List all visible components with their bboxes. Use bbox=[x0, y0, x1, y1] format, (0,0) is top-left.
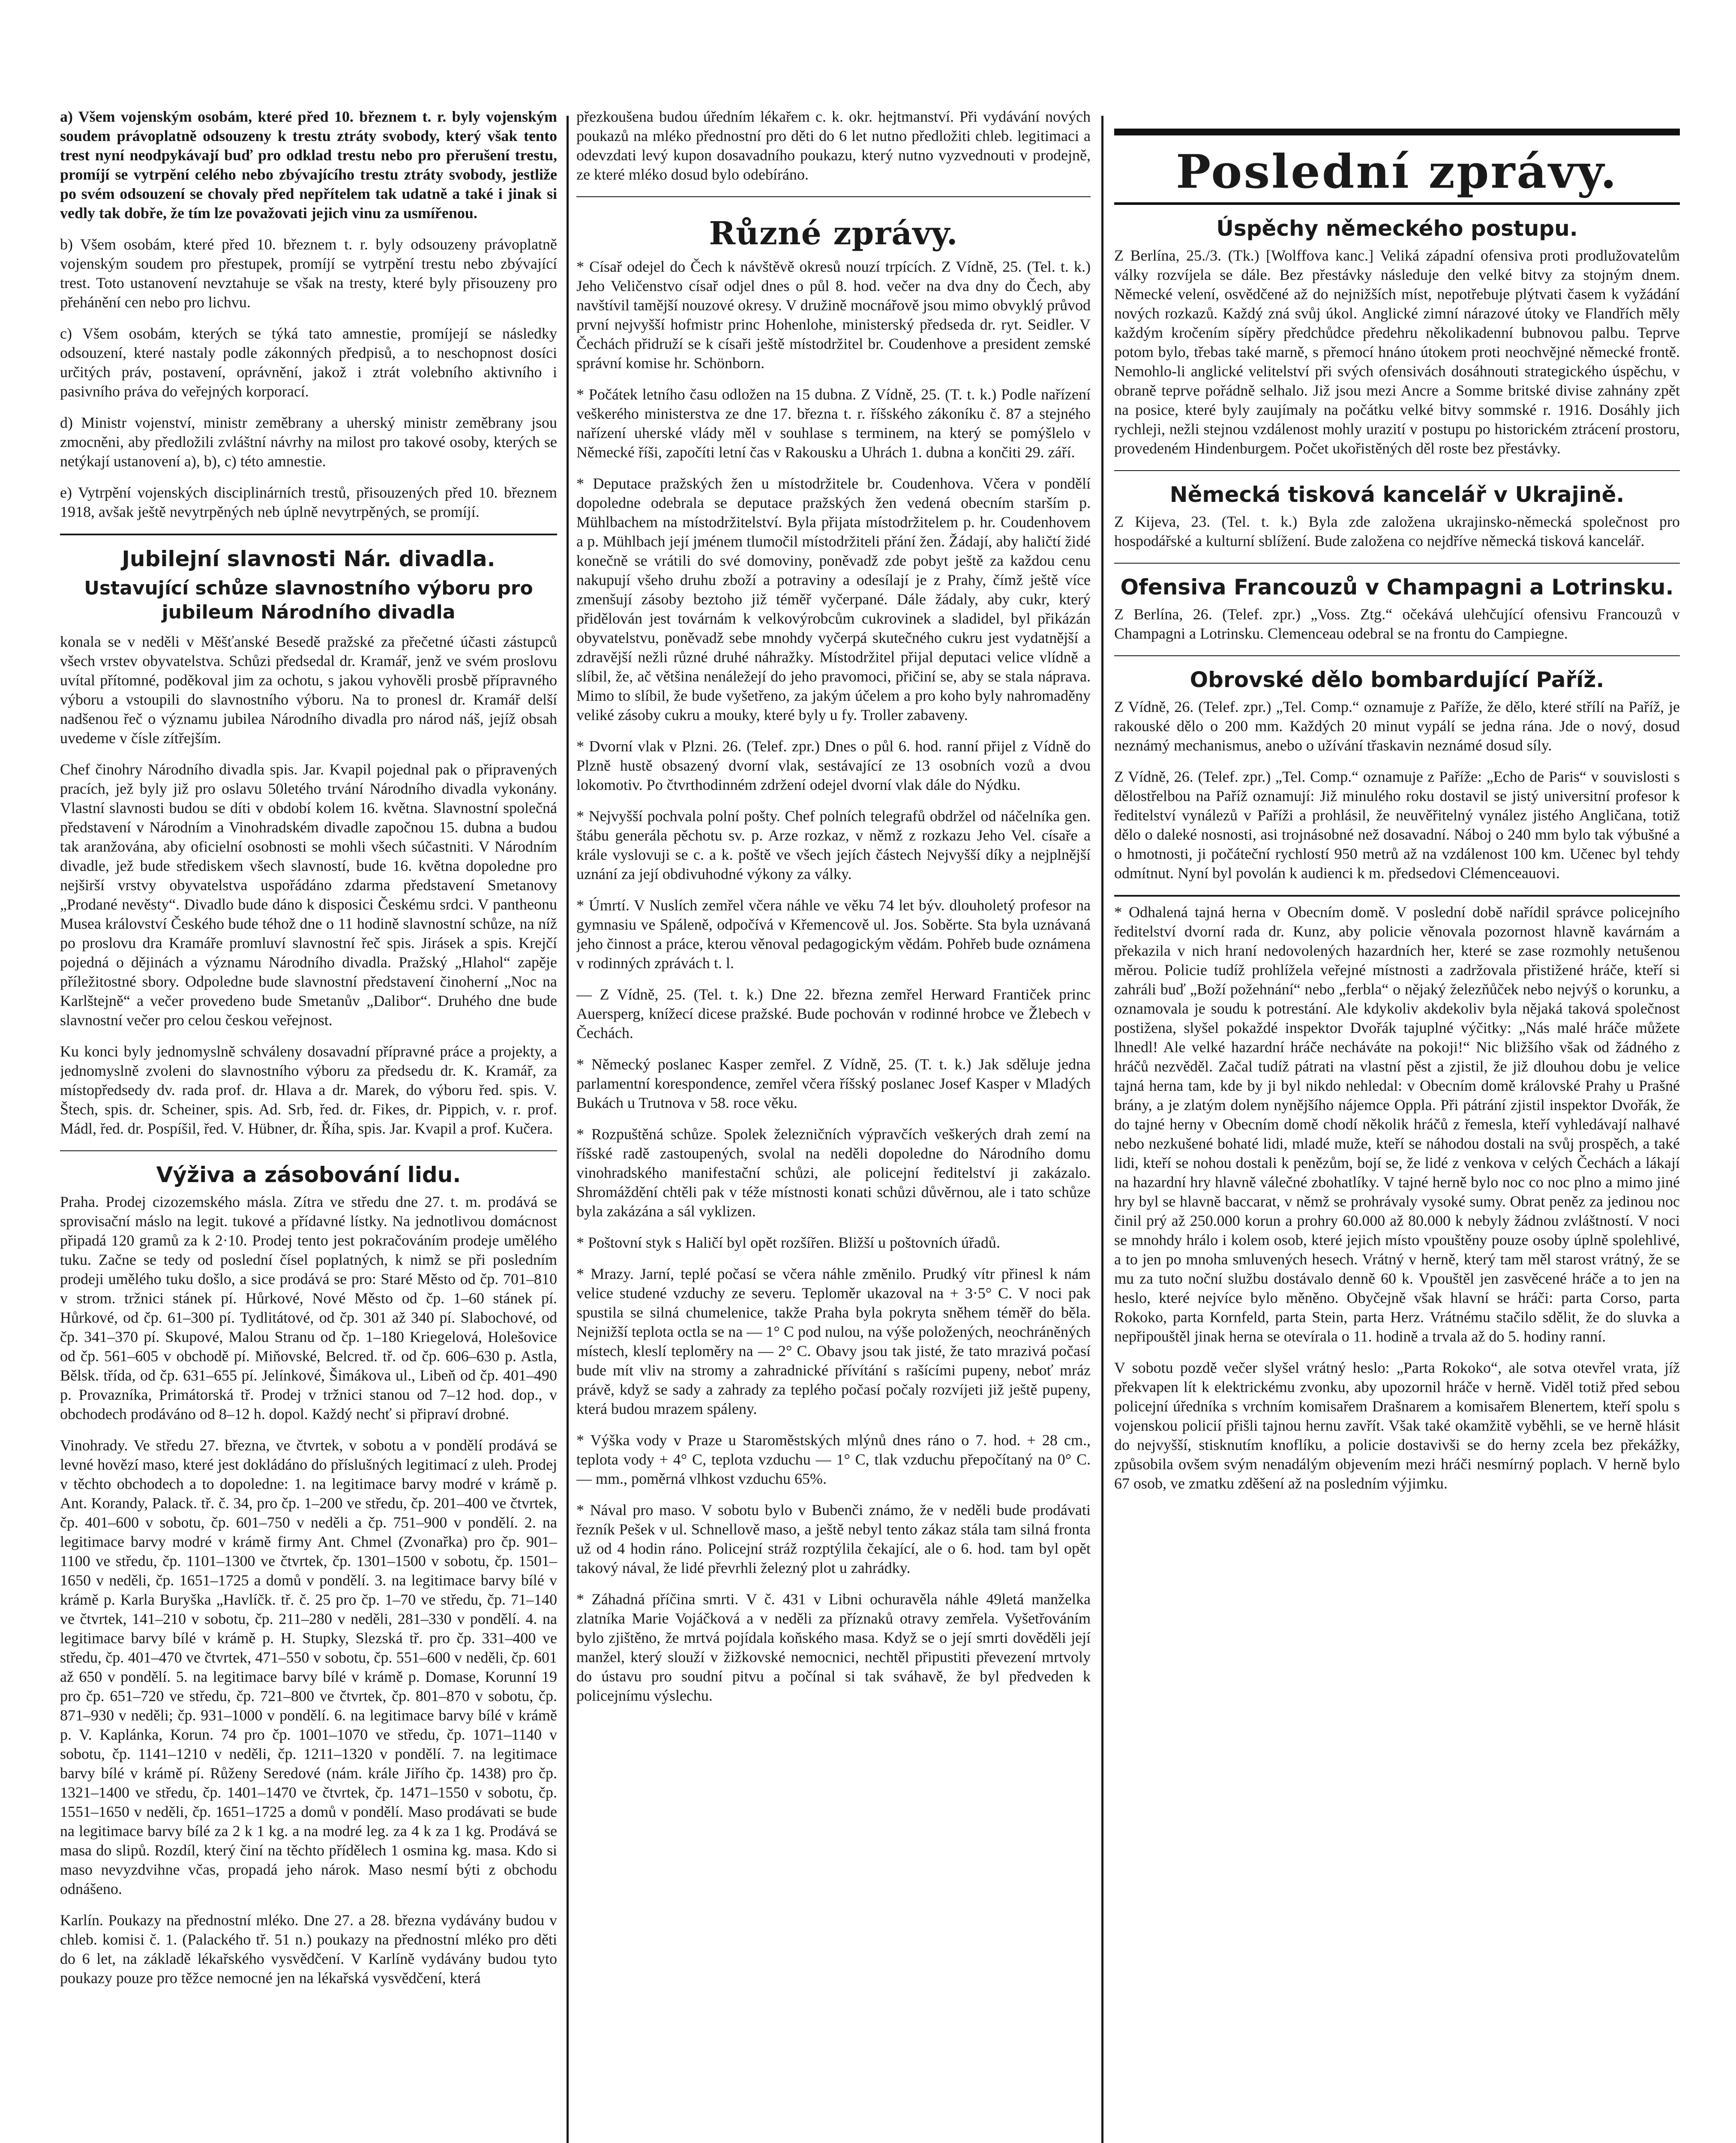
paris-gun-headline: Obrovské dělo bombardující Paříž. bbox=[1190, 667, 1604, 692]
food-paragraph: Karlín. Poukazy na přednostní mléko. Dne 27. a 28. března vydávány budou v chleb. komisi č. 1. (Palackého tř. 51 n.) poukazy na přednostní mléko pro děti do 6 let, na základě lékařského vysvědčení. V Karlíně vydávány budou tyto poukazy pouze pro těžce nemocné jen na lékařská vysvědčení, která bbox=[60, 1912, 557, 1987]
newspaper-page bbox=[60, 107, 1680, 2143]
german-advance-headline: Úspěchy německého postupu. bbox=[1216, 216, 1578, 241]
masthead-rule bbox=[1114, 129, 1680, 135]
section-divider bbox=[1114, 563, 1680, 564]
amnesty-item-a: a) Všem vojenským osobám, které před 10. březnem t. r. byly vojenským soudem právoplatně odsouzeny k trestu ztráty svobody, který však tento trest nyní neodpykávají buď pro odklad trestu nebo pro přerušení trestu, promíjí se vytrpění celého nebo zbývajícího trestu ztráty svobody, jestliže po svém odsouzení se chovaly před nepřítelem tak udatně a také i jinak si vedly tak dobře, že tím lze považovati jejich vinu za usmířenou. bbox=[60, 108, 557, 222]
paris-gun-text: Z Vídně, 26. (Telef. zpr.) „Tel. Comp.“ oznamuje z Paříže, že dělo, které střílí na Paříž, je rakouské dělo o 200 mm. Každých 20 minut vypálí se jedna rána. Jde o nový, dosud neznámý mechanismus, anebo o užívání třaskavin neznámé dosud síly. bbox=[1114, 698, 1680, 754]
theatre-paragraph: Chef činohry Národního divadla spis. Jar. Kvapil pojednal pak o připravených pracích, jež byly již pro oslavu 50letého trvání Národního divadla vykonány. Vlastní slavnosti budou se díti v období kolem 16. května. Slavnostní společná představení v Národním a Vinohradském divadle započnou 15. dubna a budou tak aranžována, aby oficielní osobnosti se mohli všech súčastniti. V Národním divadle, jež bude střediskem všech slavností, bude 16. května dopoledne pro nejširší vrstvy obyvatelstva uspořádáno zdarma představení Smetanovy „Prodané nevěsty“. Divadlo bude dáno k disposici Českému srdci. V pantheonu Musea království Českého bude téhož dne o 11 hodině slavnostní schůze, na níž po proslovu dra Kramáře promluví slavnostní řeč spis. Jirásek a spis. Krejčí pojedná o dějinách a významu Národního divadla. Pražský „Hlahol“ zapěje příležitostné sbory. Odpoledne bude slavnostní představení činoherní „Noc na Karlštejně“ a večer provedeno bude Smetanův „Dalibor“. Druhého dne bude slavnostní večer pro celou českou veřejnost. bbox=[60, 761, 557, 1029]
section-divider bbox=[1114, 895, 1680, 897]
theatre-paragraph: Ku konci byly jednomyslně schváleny dosavadní přípravné práce a projekty, a jednomyslně zvoleni do slavnostního výboru za předsedu dr. K. Kramář, za místopředsedy dv. rada prof. dr. Hlava a dr. Marek, do výboru řed. spis. V. Štech, spis. dr. Scheiner, spis. Ad. Srb, řed. dr. Fikes, dr. Pippich, v. r. prof. Mádl, řed. dr. Pospíšil, řed. V. Hübner, dr. Říha, spis. Jar. Kvapil a prof. Kučera. bbox=[60, 1043, 557, 1137]
amnesty-item-b: b) Všem osobám, které před 10. březnem t. r. byly odsouzeny právoplatně vojenským soudem pro přestupek, promíjí se vytrpění trestu nebo zbývající trest. Toto ustanovení nevztahuje se však na tresty, které byly přisouzeny pro přehánění cen nebo pro lichvu. bbox=[60, 236, 557, 311]
gambling-den-text: * Odhalená tajná herna v Obecním domě. V poslední době nařídil správce policejního ředitelství dvorní rada dr. Kunz, aby policie věnovala pozornost hlavně kavárnám a překazila v nich hraní nedovolených hazardních her, které se zase rozmohly netušenou měrou. Policie tudíž prohlížela veřejné místnosti a zadržovala přistižené hráče, kteří si zahráli buď „Boží požehnání“ nebo „ferbla“ o nějaký železňůček nebo nejvýš o korunku, a oznamovala je soudu k potrestání. Ale kdykoliv akdekoliv byla nějaká taková společnost postižena, slyšel pokaždé inspektor Dvořák tajuplné výčitky: „Nás malé hráče můžete lhnedl! Ale velké hazardní hráče necháváte na pokoji!“ Nic bližšího však od žádného z hráčů nezvěděl. Začal tudíž pátrati na vlastní pěst a zjistil, že již dlouhou dobu je velice tajná herna tam, kde by ji byl nikdo nehledal: v Obecním domě královské Prahy u Prašné brány, a je zlatým dolem nynějšího nájemce Oppla. Při pátrání zjistil inspektor Dvořák, že do tajné herny v Obecním domě chodí několik hráčů z řemesla, kteří vyhledávají nalhavé nebo nezkušené bohaté lidi, mladé muže, kteří se náhodou dostali na svůj prospěch, a také lidi, kteří se nohou dostali k penězům, bojí se, že lidé z venkova v celých Čechách a lákají na hazardní hry hlavně válečné zbohatlíky. V tajné herně bylo noc co noc plno a mimo jiné hry byl se hlavně baccarat, v němž se prohrávaly vysoké sumy. Obrat peněz za jedinou noc činil prý až 250.000 korun a prohry 60.000 až 80.000 k nebyly žádnou zvláštností. V noci se mnohdy hrálo i kolem osob, které jejich místo vpouštěny pouze osoby úplně spolehlivé, a to jen po mnoha smluvených hesech. Vrátný v herně, který tam měl starost vrátný, že se mu za tuto noční službu dostávalo denně 60 k. Vpouštěl jen zasvěcené hráče a to jen na heslo, které nejvíce bylo měněno. Obyčejně však hlavní se hráči: parta Corso, parta Rokoko, parta Kornfeld, parta Stein, parta Herz. Vrátnému stačilo sdělit, že do sluvka a nepřipouštěl jinak herna se otevírala o 11. hodině a trvala až do 5. hodiny ranní. bbox=[1114, 903, 1680, 1345]
latest-news-masthead: Poslední zprávy. bbox=[1176, 145, 1618, 199]
section-divider bbox=[1114, 470, 1680, 471]
news-item: * Mrazy. Jarní, teplé počasí se včera náhle změnilo. Prudký vítr přinesl k nám velice studené vzduchy ze severu. Teploměr ukazoval na + 3·5° C. V noci pak spustila se silná chumelenice, takže Praha byla pokryta sněhem téměř do běla. Nejnižší teplota octla se na — 1° C pod nulou, na výše položených, neochráněných místech, kleslí teploměry na — 2° C. Obavy jsou tak jisté, že tato mrazivá počasí bude mít vliv na stromy a zahradnické přívítání s rašícími pupeny, neboť mráz právě, když se sady a zahrady za teplého počasí počaly rozvíjeti již ještě pupeny, která budou mrazem spáleny. bbox=[576, 1265, 1091, 1417]
column-right bbox=[1114, 107, 1680, 2143]
theatre-paragraph: konala se v neděli v Měšťanské Besedě pražské za přečetné účasti zástupců všech vrstev obyvatelstva. Schůzi předsedal dr. Kramář, jenž ve svém proslovu uvítal přítomné, poděkoval jim za ochotu, s jakou vyhověli prosbě přípravného výboru a vstoupili do slavnostního výboru. Na to pronesl dr. Kramář delší nadšenou řeč o významu jubilea Národního divadla pro národ náš, jejíž obsah uvedeme v čísle zítřejším. bbox=[60, 633, 557, 747]
news-item: * Císař odejel do Čech k návštěvě okresů nouzí trpících. Z Vídně, 25. (Tel. t. k.) Jeho Veličenstvo císař odjel dnes o půl 8. hod. večer na dva dny do Čech, aby navštívil tamější nouzové okresy. V družině mocnářově jsou mimo obvyklý průvod první nejvyšší hofmistr princ Hohenlohe, ministerský předseda dr. ryt. Seidler. V Čechách přidruží se k císaři ještě místodržitel br. Coudenhove a president zemské správní komise hr. Schönborn. bbox=[576, 258, 1091, 372]
gambling-den-text: V sobotu pozdě večer slyšel vrátný heslo: „Parta Rokoko“, ale sotva otevřel vrata, jíž překvapen lít k elektrickému zvonku, aby upozornil hráče v herně. Viděl totiž před sebou policejní úředníka s vrchním komisařem Drašnarem a komisařem Blenertem, kteří spolu s vojenskou policií přišli tajnou hernu zavřít. Však také okamžitě vyběhli, se ve herně hlásit do nejvyšší, stisknutím knoflíku, a policie dostavivši se do herny zcela bez překážky, způsobila ovšem svým nenadálým objevením mezi hráči nesmírný poplach. V herně bylo 67 osob, ve zmatku zděšení až na posledním výjimku. bbox=[1114, 1359, 1680, 1492]
section-divider bbox=[60, 1150, 557, 1151]
news-item: * Dvorní vlak v Plzni. 26. (Telef. zpr.) Dnes o půl 6. hod. ranní přijel z Vídně do Plzně hustě obsazený dvorní vlak, sestávající ze 13 osobních vozů a dvou lokomotiv. Po čtvrthodinném zdržení odejel dvorní vlak dále do Nýdku. bbox=[576, 738, 1091, 793]
column-divider bbox=[567, 116, 569, 2143]
theatre-headline: Jubilejní slavnosti Nár. divadla. bbox=[122, 546, 495, 571]
news-item: * Úmrtí. V Nuslích zemřel včera náhle ve věku 74 let býv. dlouholetý profesor na gymnasiu ve Spáleně, odpočívá v Křemencově ul. Jos. Soběrte. Sta byla uznávaná jeho činnost a práce, kterou věnoval pedagogickým vědám. Pohřeb bude oznámena v rodinných zprávách t. l. bbox=[576, 897, 1091, 972]
news-item: * Německý poslanec Kasper zemřel. Z Vídně, 25. (T. t. k.) Jak sděluje jedna parlamentní korespondence, zemřel včera říšský poslanec Josef Kasper v Mladých Bukách u Trutnova v 58. roce věku. bbox=[576, 1056, 1091, 1111]
news-headline: Různé zprávy. bbox=[709, 215, 958, 252]
masthead-rule bbox=[1114, 202, 1680, 205]
theatre-subheadline: Ustavující schůze slavnostního výboru pro jubileum Národního divadla bbox=[84, 577, 533, 623]
amnesty-item-c: c) Všem osobám, kterých se týká tato amnestie, promíjejí se následky odsouzení, které nastaly podle zákonných předpisů, a to neschopnost dosíci určitých práv, postavení, oprávnění, jakož i ztrát volebního aktivního i pasivního práva do veřejných korporací. bbox=[60, 325, 557, 400]
german-advance-text: Z Berlína, 25./3. (Tk.) [Wolffova kanc.] Veliká západní ofensiva proti prodlužovatelům války rozvíjela se dále. Bez přestávky následuje den velké bitvy za stojným dnem. Německé velení, osvědčené až do nejnižších míst, nepotřebuje plýtvati časem k vyžádání nových rozkazů. Každý zná svůj úkol. Anglické zimní nárazové útoky ve Flandřích měly každým kročením sípěry předchůdce předehru několikadenní bubnovou palbu. Teprve potom bylo, třebas také marně, s přemocí hnáno útokem proti neochvějné německé frontě. Nemohlo-li anglické velitelství při svých ofensivách dosáhnouti strategického úspěchu, v obraně teprve pořádně selhalo. Již jsou mezi Ancre a Somme britské divise zahnány zpět na posice, které byly zaujímaly na počátku velké bitvy sommské r. 1916. Dosáhly jich rychleji, nežli stejnou vzdálenost mohly urazití v postupu po historickém ztrácení prostoru, provedeném Hindenburgem. Počet ukořistěných děl roste bez přestávky. bbox=[1114, 247, 1680, 457]
food-paragraph: Praha. Prodej cizozemského másla. Zítra ve středu dne 27. t. m. prodává se sprovisační máslo na legit. tukové a přídavné lístky. Na jednotlivou domácnost připadá 120 gramů za k 2·10. Prodej tento jest pokračováním prodeje umělého tuku. Začne se tedy od poslední čísel poplatných, k nimž se při posledním prodeji umělého tuku došlo, a sice prodává se pro: Staré Město od čp. 701–810 v strom. tržnici stánek pí. Hůrkové, Nové Město od čp. 1–60 stánek pí. Hůrkové, od čp. 61–300 pí. Tydlitátové, od čp. 301 až 340 pí. Slabochové, od čp. 341–370 pí. Skupové, Malou Stranu od čp. 1–180 Kriegelová, Holešovice od čp. 561–605 v obchodě pí. Miňovské, Belcred. tř. od čp. 606–630 p. Astla, Bělsk. třída, od čp. 631–655 pí. Jelínkové, Šimákova ul., Libeň od čp. 401–490 p. Provazníka, Primátorská tř. Prodej v tržnici stanou od 7–12 hod. dop., v obchodech prodáváno od 8–12 h. dopol. Každý nechť si připraví drobné. bbox=[60, 1193, 557, 1423]
amnesty-section bbox=[60, 107, 557, 522]
section-divider bbox=[1114, 655, 1680, 656]
news-item: * Záhadná příčina smrti. V č. 431 v Libni ochuravěla náhle 49letá manželka zlatníka Marie Vojáčková a v neděli za příznaků otravy zemřela. Vyšetřováním bylo zjištěno, že mrtvá pojídala koňského masa. Když se o její smrti dověděli její manžel, který slouží v žižkovské nemocnici, nechtěl připustiti převezení mrtvoly do ústavu pro soudní pitvu a počínal si tak sváhavě, že byl předveden k policejnímu výslechu. bbox=[576, 1591, 1091, 1704]
news-item: * Výška vody v Praze u Staroměstských mlýnů dnes ráno o 7. hod. + 28 cm., teplota vody + 4° C, teplota vzduchu — 1° C, tlak vzduchu přepočítaný na 0° C. — mm., poměrná vlhkost vzduchu 65%. bbox=[576, 1432, 1091, 1487]
section-divider bbox=[576, 196, 1091, 197]
ukraine-press-headline: Německá tisková kancelář v Ukrajině. bbox=[1169, 482, 1625, 507]
paris-gun-text: Z Vídně, 26. (Telef. zpr.) „Tel. Comp.“ oznamuje z Paříže: „Echo de Paris“ v souvislosti s dělostřelbou na Paříž oznamují: Již minulého roku dostavil se jistý universitní profesor k ředitelství vynálezů v Paříži a prohlásil, že neuvěřitelný vynález jistého Angličana, totiž dělo o daleké nosnosti, asi trojnásobné než dosavadní. Náboj o 240 mm bylo tak výbušné a o hmotnosti, ji počáteční rychlostí 950 metrů až na vzdálenost 100 km. Učenec byl tehdy odmítnut. Nyní byl povolán k audienci k m. předsedovi Clémenceauovi. bbox=[1114, 768, 1680, 882]
milk-continuation: přezkoušena budou úředním lékařem c. k. okr. hejtmanství. Při vydávání nových poukazů na mléko přednostní pro děti do 6 let nutno předložiti chleb. legitimaci a odevzdati levý kupon dosavadního poukazu, který nutno vyzvednouti v prodejně, ze které mléko dosud bylo odebíráno. bbox=[576, 108, 1091, 183]
news-item: * Rozpuštěná schůze. Spolek železničních výpravčích veškerých drah zemí na říšské radě zastoupených, svolal na neděli dopoledne do Národního domu vinohradského manifestační schůzi, ale policejní ředitelství ji zakázalo. Shromáždění chtěli pak v téže místnosti konati schůzi důvěrnou, ale i tato schůze byla zakázána a sál vyklizen. bbox=[576, 1126, 1091, 1220]
food-headline: Výživa a zásobování lidu. bbox=[156, 1162, 461, 1187]
news-item: * Deputace pražských žen u místodržitele br. Coudenhova. Včera v pondělí dopoledne odebrala se deputace pražských žen vedená obecním starším p. Mühlbachem na místodržitelství. Byla přijata místodržitelem p. hr. Coudenhovem a p. Mühlbach její jménem tlumočil místodržiteli přání žen. Žádají, aby haličtí židé konečně se vrátili do své domoviny, poněvadž zde pobyt ještě za každou cenu nakupují všeho druhu zboží a potraviny a odesílají je z Prahy, čímž ještě více zmenšují zásoby beztoho již téměř vyčerpané. Dále žádaly, aby cukr, který přidělován jest továrnám k velkovýrobcům cukrovinek a sladidel, byl přikázán obyvatelstvu, poněvadž sebe mnohdy vyčerpá skutečného cukru jest vydatnější a zdravější nežli různé druhé náhražky. Místodržitel přijal deputaci velice vlídně a slíbil, že, ač většina nenáležejí do jeho pravomoci, přičiní se, aby se stala náprava. Mimo to slíbil, že bude vyšetřeno, za jakým účelem a pro koho byly nahromaděny veliké zásoby cukru a mouky, které byly u fy. Troller zabaveny. bbox=[576, 475, 1091, 723]
news-item: * Nejvyšší pochvala polní pošty. Chef polních telegrafů obdržel od náčelníka gen. štábu generála pěchotu sv. p. Arze rozkaz, v němž z rozkazu Jeho Vel. císaře a krále vyslovuji se c. a k. poště ve všech jejích částech Nejvyšší díky a nejplnější uznání za její obdivuhodné výkony za války. bbox=[576, 807, 1091, 882]
amnesty-item-d: d) Ministr vojenství, ministr zeměbrany a uherský ministr zeměbrany jsou zmocněni, aby předložili zvláštní návrhy na milost pro takové osoby, kterých se netýkají ustanovení a), b), c) této amnestie. bbox=[60, 414, 557, 470]
news-item: — Z Vídně, 25. (Tel. t. k.) Dne 22. března zemřel Herward Frantiček princ Auersperg, knížecí dicese pražské. Bude pochován v rodinné hrobce ve Žlebech v Čechách. bbox=[576, 986, 1091, 1041]
champagne-offensive-headline: Ofensiva Francouzů v Champagni a Lotrinsku. bbox=[1120, 575, 1674, 600]
food-paragraph: Vinohrady. Ve středu 27. března, ve čtvrtek, v sobotu a v pondělí prodává se levné hovězí maso, které jest dokládáno do příslušných legitimací z uleh. Prodej v těchto obchodech a to dopoledne: 1. na legitimace barvy modré v krámě p. Ant. Korandy, Palack. tř. č. 34, pro čp. 1–200 ve středu, čp. 201–400 ve čtvrtek, čp. 401–600 v sobotu, čp. 601–750 v neděli a čp. 751–900 v pondělí. 2. na legitimace barvy modré v krámě firmy Ant. Chmel (Zvonařka) pro čp. 901–1100 ve středu, čp. 1101–1300 ve čtvrtek, čp. 1301–1500 v sobotu, čp. 1501–1650 v neděli, čp. 1651–1725 a domů v pondělí. 3. na legitimace barvy bílé v krámě p. Karla Buryška „Havlíčk. tř. č. 25 pro čp. 1–70 ve středu, čp. 71–140 ve čtvrtek, 141–210 v sobotu, čp. 211–280 v neděli, 281–330 v pondělí. 4. na legitimace barvy bílé v krámě p. H. Stupky, Slezská tř. pro čp. 331–400 ve středu, čp. 401–470 ve čtvrtek, 471–550 v sobotu, čp. 551–600 v neděli, čp. 601 až 650 v pondělí. 5. na legitimace barvy bílé v krámě p. Domase, Korunní 19 pro čp. 651–720 ve středu, čp. 721–800 ve čtvrtek, čp. 801–870 v sobotu, čp. 871–930 v neděli; čp. 931–1000 v pondělí. 6. na legitimace barvy bílé v krámě p. V. Kaplánka, Korun. 74 pro čp. 1001–1070 ve středu, čp. 1071–1140 v sobotu, čp. 1141–1210 v neděli, čp. 1211–1320 v pondělí. 7. na legitimace barvy bílé v krámě pí. Růženy Seredové (nám. krále Jiřího čp. 1438) pro čp. 1321–1400 ve středu, čp. 1401–1470 ve čtvrtek, čp. 1471–1550 v sobotu, čp. 1551–1650 v neděli, čp. 1651–1725 a domů v pondělí. Maso prodávati se bude na legitimace barvy bílé za 2 k 1 kg. a na modré leg. za 4 k za 1 kg. Prodává se masa do slipů. Rozdíl, který činí na těchto přídělech 1 osmina kg. masa. Kdo si maso nevyzdvihne včas, propadá jeho nárok. Maso nesmí býti z obchodu odnášeno. bbox=[60, 1437, 557, 1897]
section-divider bbox=[60, 534, 557, 535]
ukraine-press-text: Z Kijeva, 23. (Tel. t. k.) Byla zde založena ukrajinsko-německá společnost pro hospodářské a kulturní sblížení. Bude založena co nejdříve německá tisková kancelář. bbox=[1114, 513, 1680, 549]
news-item: * Počátek letního času odložen na 15 dubna. Z Vídně, 25. (T. t. k.) Podle nařízení veškerého ministerstva ze dne 17. března t. r. říšského zákoníku č. 87 a stejného nařízení uherské vlády měl v souhlase s terminem, na který se pomýšlelo v Německé říši, započíti letní čas v Rakousku a Uhrách 1. dubna a končiti 29. září. bbox=[576, 386, 1091, 461]
news-item: * Nával pro maso. V sobotu bylo v Bubenči známo, že v neděli bude prodávati řezník Pešek v ul. Schnellově maso, a ještě nebyl tento zákaz stála tam silná fronta už od 4 hodin ráno. Policejní stráž rozptýlila čekající, ale o 6. hod. tam byl opět takový nával, že lidé převrhli železný plot u zahrádky. bbox=[576, 1501, 1091, 1576]
column-middle bbox=[576, 107, 1091, 2143]
amnesty-item-e: e) Vytrpění vojenských disciplinárních trestů, přisouzených před 10. březnem 1918, avšak ještě nevytrpěných neb úplně nevytrpěných, se promíjí. bbox=[60, 484, 557, 520]
column-left bbox=[60, 107, 557, 2143]
champagne-offensive-text: Z Berlína, 26. (Telef. zpr.) „Voss. Ztg.“ očekává ulehčující ofensivu Francouzů v Champagni a Lotrinsku. Clemenceau odebral se na frontu do Campiegne. bbox=[1114, 606, 1680, 642]
news-item: * Poštovní styk s Haličí byl opět rozšířen. Bližší u poštovních úřadů. bbox=[576, 1234, 1000, 1251]
column-divider bbox=[1101, 116, 1103, 2143]
